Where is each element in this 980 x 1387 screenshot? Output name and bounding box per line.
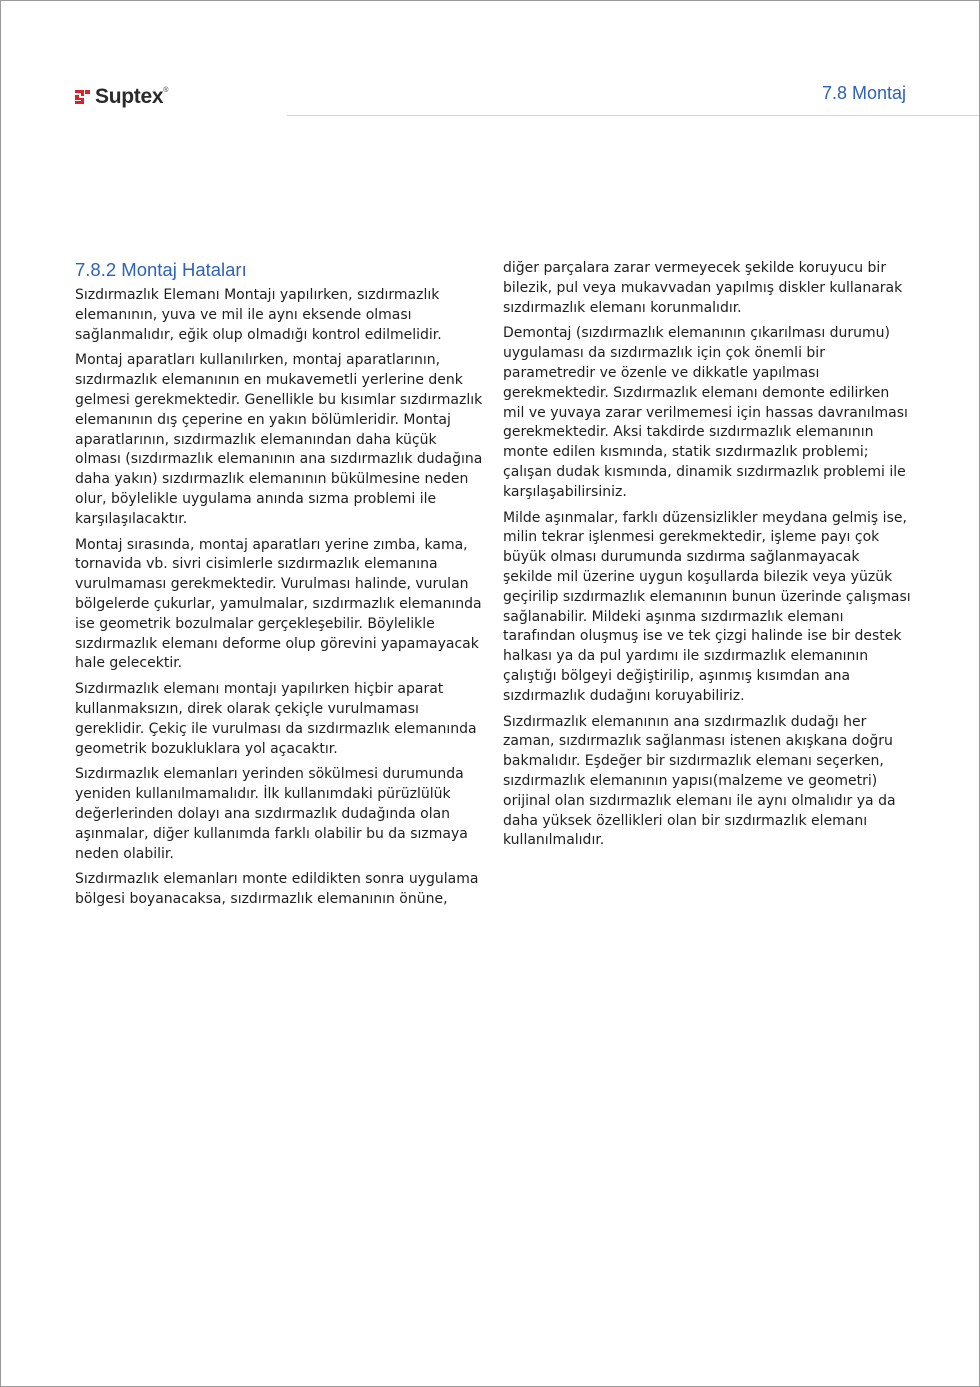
paragraph: Sızdırmazlık elemanları yerinden sökülmesi durumunda yeniden kullanılmamalıdır. İlk kullanımdaki pürüzlülük değerlerinden dolayı ana sızdırmazlık dudağında olan aşınmalar, diğer kullanımda farklı olabilir bu da sızmaya neden olabilir. [75, 766, 468, 862]
paragraph: Milde aşınmalar, farklı düzensizlikler meydana gelmiş ise, milin tekrar işlenmesi gerekmektedir, işleme payı çok büyük olması durumunda sızdırma sağlanmayacak şekilde mil üzerine uygun koşullarda bilezik veya yüzük geçirilip sızdırmazlık elemanının bunun üzerinde çalışması sağlanabilir. Mildeki aşınma sızdırmazlık elemanı tarafından oluşmuş ise ve tek çizgi halinde ise bir destek halkası ya da pul yardımı ile sızdırmazlık elemanının çalıştığı bölgeyi değiştirilip, aşınmış kısımdan ana sızdırmazlık dudağını koruyabiliriz. [503, 509, 911, 704]
right-column [503, 259, 913, 857]
logo-wordmark: Suptex [95, 85, 164, 108]
paragraph: Sızdırmazlık elemanı montajı yapılırken hiçbir aparat kullanmaksızın, direk olarak çekiçle vurulmaması gereklidir. Çekiç ile vurulması da sızdırmazlık elemanında geometrik bozukluklara yol açacaktır. [75, 681, 477, 757]
paragraph: Sızdırmazlık elemanları monte edildikten sonra uygulama bölgesi boyanacaksa, sızdırmazlık elemanının önüne, [75, 871, 479, 908]
suptex-logo [73, 85, 168, 109]
paragraph: Montaj sırasında, montaj aparatları yerine zımba, kama, tornavida vb. sivri cisimlerle sızdırmazlık elemanına vurulmaması gerekmektedir. Vurulması halinde, vurulan bölgelerde çukurlar, yamulmalar, sızdırmazlık elemanında ise geometrik bozulmalar gerçekleşebilir. Böylelikle sızdırmazlık elemanı deforme olup görevini yapamayacak hale gelecektir. [75, 536, 482, 672]
paragraph: diğer parçalara zarar vermeyecek şekilde koruyucu bir bilezik, pul veya mukavvadan yapılmış diskler kullanarak sızdırmazlık elemanı korunmalıdır. [503, 260, 903, 316]
section-heading: 7.8.2 Montaj Hataları [75, 259, 247, 280]
registered-mark: ® [163, 87, 169, 94]
section-label: 7.8 Montaj [821, 83, 906, 103]
paragraph: Sızdırmazlık Elemanı Montajı yapılırken, sızdırmazlık elemanının, yuva ve mil ile aynı eksende olması sağlanmalıdır, eğik olup olmadığı kontrol edilmelidir. [75, 287, 442, 343]
left-column [75, 259, 485, 916]
paragraph: Montaj aparatları kullanılırken, montaj aparatlarının, sızdırmazlık elemanının en mukavemetli yerlerine denk gelmesi gerekmektedir. Genellikle bu kısımlar sızdırmazlık elemanının dış çeperine en yakın bölümleridir. Montaj aparatlarının, sızdırmazlık elemanından daha küçük olması (sızdırmazlık elemanının ana sızdırmazlık dudağına daha yakın) sızdırmazlık elemanının bükülmesine neden olur, böylelikle uygulama anında sızma problemi ile karşılaşılacaktır. [75, 352, 483, 527]
paragraph: Sızdırmazlık elemanının ana sızdırmazlık dudağı her zaman, sızdırmazlık sağlanması istenen akışkana doğru bakmalıdır. Eşdeğer bir sızdırmazlık elemanı seçerken, sızdırmazlık elemanının yapısı(malzeme ve geometri) orijinal olan sızdırmazlık elemanı ile aynı olmalıdır ya da daha yüksek özellikleri olan bir sızdırmazlık elemanı kullanılmalıdır. [503, 713, 896, 849]
header-divider [287, 115, 979, 116]
suptex-logo-icon [73, 87, 93, 107]
paragraph: Demontaj (sızdırmazlık elemanının çıkarılması durumu) uygulaması da sızdırmazlık için çok önemli bir parametredir ve özenle ve dikkatle yapılması gerekmektedir. Sızdırmazlık elemanı demonte edilirken mil ve yuvaya zarar verilmemesi için hassas davranılması gerekmektedir. Aksi takdirde sızdırmazlık elemanının monte edilen kısmında, statik sızdırmazlık problemi; çalışan dudak kısmında, dinamik sızdırmazlık problemi ile karşılaşabilirsiniz. [503, 325, 908, 500]
